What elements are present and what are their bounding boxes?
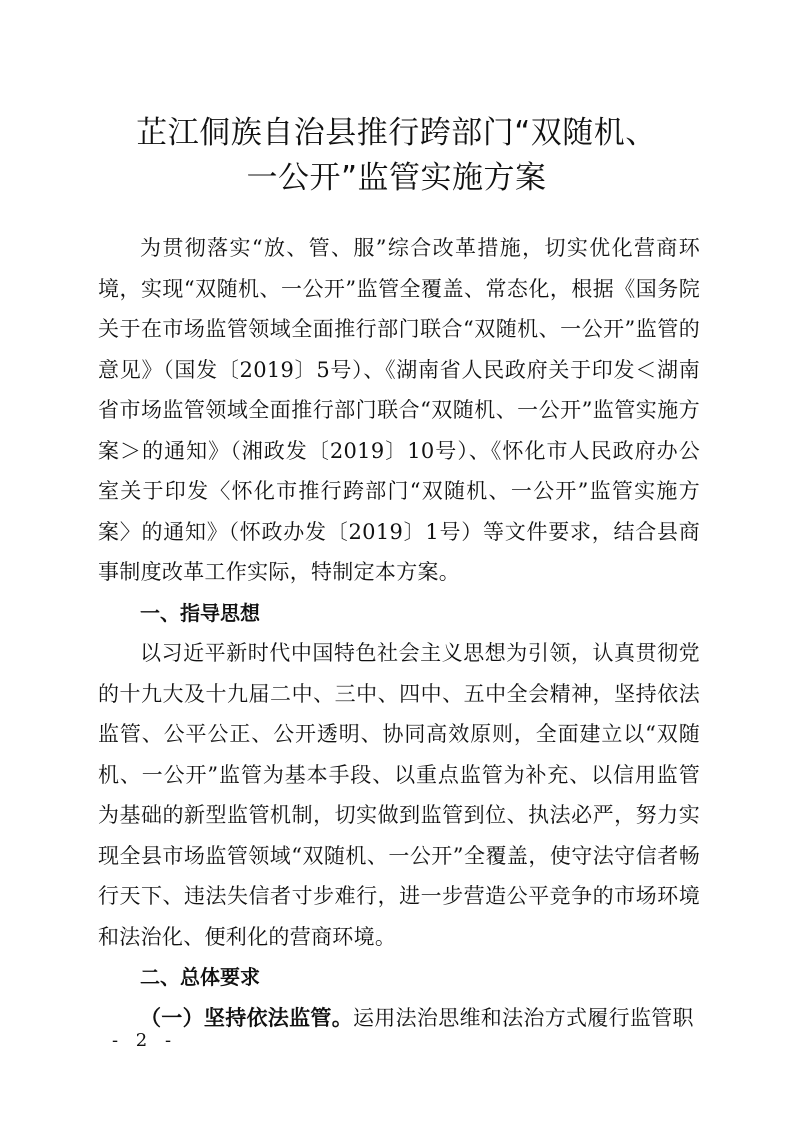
section-1-heading: 一、指导思想: [140, 600, 260, 625]
document-body: [98, 228, 700, 1038]
document-title-line-2: 一公开”监管实施方案: [246, 160, 547, 196]
page-number: - 2 -: [112, 1030, 178, 1051]
section-1-paragraph: 以习近平新时代中国特色社会主义思想为引领，认真贯彻党的十九大及十九届二中、三中、四中、五中全会精神，坚持依法监管、公平公正、公开透明、协同高效原则，全面建立以“双随机、一公开”监管为基本手段、以重点监管为补充、以信用监管为基础的新型监管机制，切实做到监管到位、执法必严，努力实现全县市场监管领域“双随机、一公开”全覆盖，使守法守信者畅行天下、违法失信者寸步难行，进一步营造公平竞争的市场环境和法治化、便利化的营商环境。: [98, 641, 700, 949]
item-1-paragraph: [98, 998, 700, 1039]
document-title-line-1: 芷江侗族自治县推行跨部门“双随机、: [136, 115, 657, 151]
section-2-heading: 二、总体要求: [140, 965, 260, 989]
item-1-text: 运用法治思维和法治方式履行监管职: [353, 1005, 694, 1030]
item-1-lead: （一）坚持依法监管。: [140, 1004, 353, 1030]
intro-paragraph: 为贯彻落实“放、管、服”综合改革措施，切实优化营商环境，实现“双随机、一公开”监管全覆盖、常态化，根据《国务院关于在市场监管领域全面推行部门联合“双随机、一公开”监管的意见》（国发〔2019〕5号）、《湖南省人民政府关于印发＜湖南省市场监管领域全面推行部门联合“双随机、一公开”监管实施方案＞的通知》（湘政发〔2019〕10号）、《怀化市人民政府办公室关于印发〈怀化市推行跨部门“双随机、一公开”监管实施方案〉的通知》（怀政办发〔2019〕1号）等文件要求，结合县商事制度改革工作实际，特制定本方案。: [98, 236, 700, 584]
